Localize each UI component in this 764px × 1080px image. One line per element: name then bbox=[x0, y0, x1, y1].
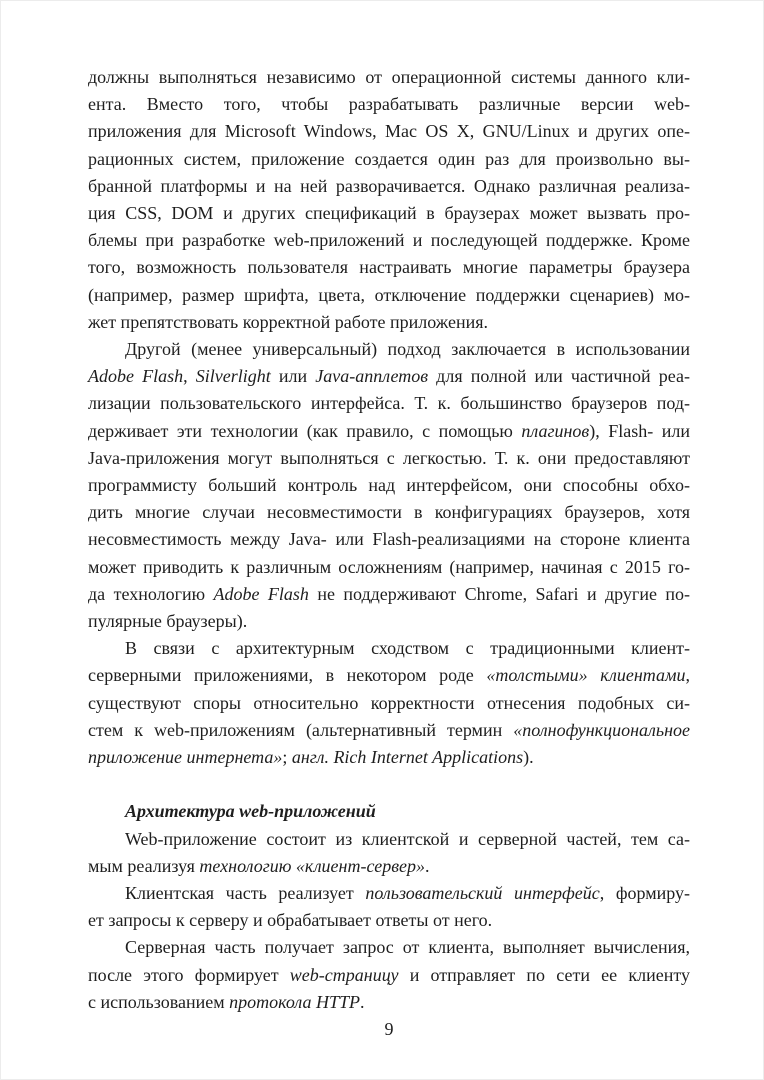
body-text: ). bbox=[523, 747, 534, 768]
italic-term: «полнофункциональное bbox=[513, 719, 690, 740]
text-line bbox=[88, 146, 690, 173]
text-line bbox=[88, 554, 690, 581]
body-text: ; bbox=[282, 747, 292, 768]
italic-term: Adobe Flash bbox=[88, 366, 184, 387]
italic-term: web-страницу bbox=[289, 964, 399, 985]
text-line bbox=[88, 635, 690, 662]
body-text: держивает эти технологии (как правило, с помощью bbox=[88, 420, 522, 441]
italic-term: технологию «клиент-сервер» bbox=[199, 855, 426, 876]
body-text: несовместимость между Java- или Flash-реализациями на стороне клиента bbox=[88, 529, 690, 550]
italic-term: пользовательский интерфейс bbox=[365, 883, 600, 904]
italic-term: плагинов bbox=[521, 420, 590, 441]
body-text: существуют споры относительно корректности отнесения подобных си- bbox=[88, 692, 690, 713]
body-text: . bbox=[425, 855, 430, 876]
body-text: блемы при разработке web-приложений и последующей поддержке. Кроме bbox=[88, 230, 690, 251]
text-line bbox=[88, 717, 690, 744]
paragraph bbox=[88, 880, 690, 934]
text-line bbox=[88, 336, 690, 363]
text-line bbox=[88, 934, 690, 961]
paragraph bbox=[88, 934, 690, 1016]
body-text: не поддерживают Chrome, Safari и другие по- bbox=[308, 583, 690, 604]
body-text: мым реализуя bbox=[88, 855, 200, 876]
italic-term: Silverlight bbox=[195, 366, 271, 387]
text-line bbox=[88, 418, 690, 445]
body-text: лизации пользовательского интерфейса. Т. к. большинство браузеров под- bbox=[88, 393, 690, 414]
italic-term: протокола HTTP bbox=[229, 991, 360, 1012]
body-text: стем к web-приложениям (альтернативный термин bbox=[88, 719, 514, 740]
heading-text: Архитектура web-приложений bbox=[125, 801, 376, 822]
text-line bbox=[88, 64, 690, 91]
body-text: и отправляет по сети ее клиенту bbox=[398, 964, 690, 985]
body-text: бранной платформы и на ней разворачивается. Однако различная реализа- bbox=[88, 175, 690, 196]
body-text: рационных систем, приложение создается один раз для произвольно вы- bbox=[88, 148, 690, 169]
body-text: , формиру- bbox=[599, 883, 691, 904]
text-line bbox=[88, 989, 690, 1016]
text-line bbox=[88, 282, 690, 309]
body-text: серверными приложениями, в некотором роде bbox=[88, 665, 487, 686]
paragraph bbox=[88, 635, 690, 771]
body-text: , bbox=[685, 665, 690, 686]
body-text: ет запросы к серверу и обрабатывает ответы от него. bbox=[88, 910, 493, 931]
paragraph bbox=[88, 336, 690, 635]
italic-term: «толстыми» клиентами bbox=[486, 665, 686, 686]
body-text: Java-приложения могут выполняться с легкостью. Т. к. они предоставляют bbox=[88, 447, 690, 468]
body-text: да технологию bbox=[88, 583, 214, 604]
paragraph bbox=[88, 64, 690, 336]
text-line bbox=[88, 472, 690, 499]
text-column bbox=[88, 64, 690, 1016]
text-line bbox=[88, 173, 690, 200]
body-text: для полной или частичной реа- bbox=[428, 366, 690, 387]
text-line bbox=[88, 880, 690, 907]
text-line bbox=[88, 445, 690, 472]
body-text: пулярные браузеры). bbox=[88, 611, 248, 632]
body-text: программисту больший контроль над интерфейсом, они способны обхо- bbox=[88, 475, 690, 496]
body-text: с использованием bbox=[88, 991, 230, 1012]
body-text: после этого формирует bbox=[88, 964, 290, 985]
body-text: приложения для Microsoft Windows, Mac OS X, GNU/Linux и других опе- bbox=[88, 121, 690, 142]
body-text: или bbox=[270, 366, 316, 387]
text-line bbox=[88, 254, 690, 281]
text-line bbox=[88, 363, 690, 390]
body-text: В связи с архитектурным сходством с традиционными клиент- bbox=[125, 638, 690, 659]
body-text: Другой (менее универсальный) подход заключается в использовании bbox=[125, 339, 690, 360]
text-line bbox=[88, 662, 690, 689]
body-text: , bbox=[183, 366, 196, 387]
text-line bbox=[88, 200, 690, 227]
text-line bbox=[88, 962, 690, 989]
text-line bbox=[88, 581, 690, 608]
page-number: 9 bbox=[384, 1019, 394, 1040]
body-text: . bbox=[359, 991, 365, 1012]
text-line bbox=[88, 690, 690, 717]
body-text: жет препятствовать корректной работе приложения. bbox=[88, 311, 489, 332]
body-text: должны выполняться независимо от операционной системы данного кли- bbox=[88, 67, 690, 87]
paragraph bbox=[88, 826, 690, 880]
body-text: Клиентская часть реализует bbox=[125, 883, 366, 904]
text-line bbox=[88, 798, 690, 825]
text-line bbox=[88, 907, 690, 934]
body-text: ), Flash- или bbox=[589, 420, 690, 441]
text-line bbox=[88, 390, 690, 417]
text-line bbox=[88, 499, 690, 526]
page-footer bbox=[88, 1016, 690, 1043]
text-line bbox=[88, 91, 690, 118]
italic-term: приложение интернета» bbox=[88, 747, 283, 768]
text-line bbox=[88, 309, 690, 336]
text-line bbox=[88, 744, 690, 771]
text-line bbox=[88, 608, 690, 635]
body-text: ента. Вместо того, чтобы разрабатывать различные версии web- bbox=[88, 94, 690, 115]
text-line bbox=[88, 526, 690, 553]
body-text: ция CSS, DOM и других спецификаций в браузерах может вызвать про- bbox=[88, 203, 690, 224]
italic-term: англ. Rich Internet Applications bbox=[291, 747, 524, 768]
text-line bbox=[88, 118, 690, 145]
body-text: дить многие случаи несовместимости в конфигурациях браузеров, хотя bbox=[88, 502, 690, 523]
text-line bbox=[88, 853, 690, 880]
italic-term: Java-апплетов bbox=[315, 366, 429, 387]
section-heading bbox=[88, 798, 690, 825]
body-text: может приводить к различным осложнениям (например, начиная с 2015 го- bbox=[88, 556, 690, 577]
text-line bbox=[88, 227, 690, 254]
body-text: (например, размер шрифта, цвета, отключение поддержки сценариев) мо- bbox=[88, 284, 690, 305]
body-text: Серверная часть получает запрос от клиента, выполняет вычисления, bbox=[125, 937, 690, 958]
body-text: Web-приложение состоит из клиентской и серверной частей, тем са- bbox=[125, 828, 690, 849]
body-text: того, возможность пользователя настраивать многие параметры браузера bbox=[88, 257, 690, 278]
italic-term: Adobe Flash bbox=[213, 583, 309, 604]
text-line bbox=[88, 826, 690, 853]
